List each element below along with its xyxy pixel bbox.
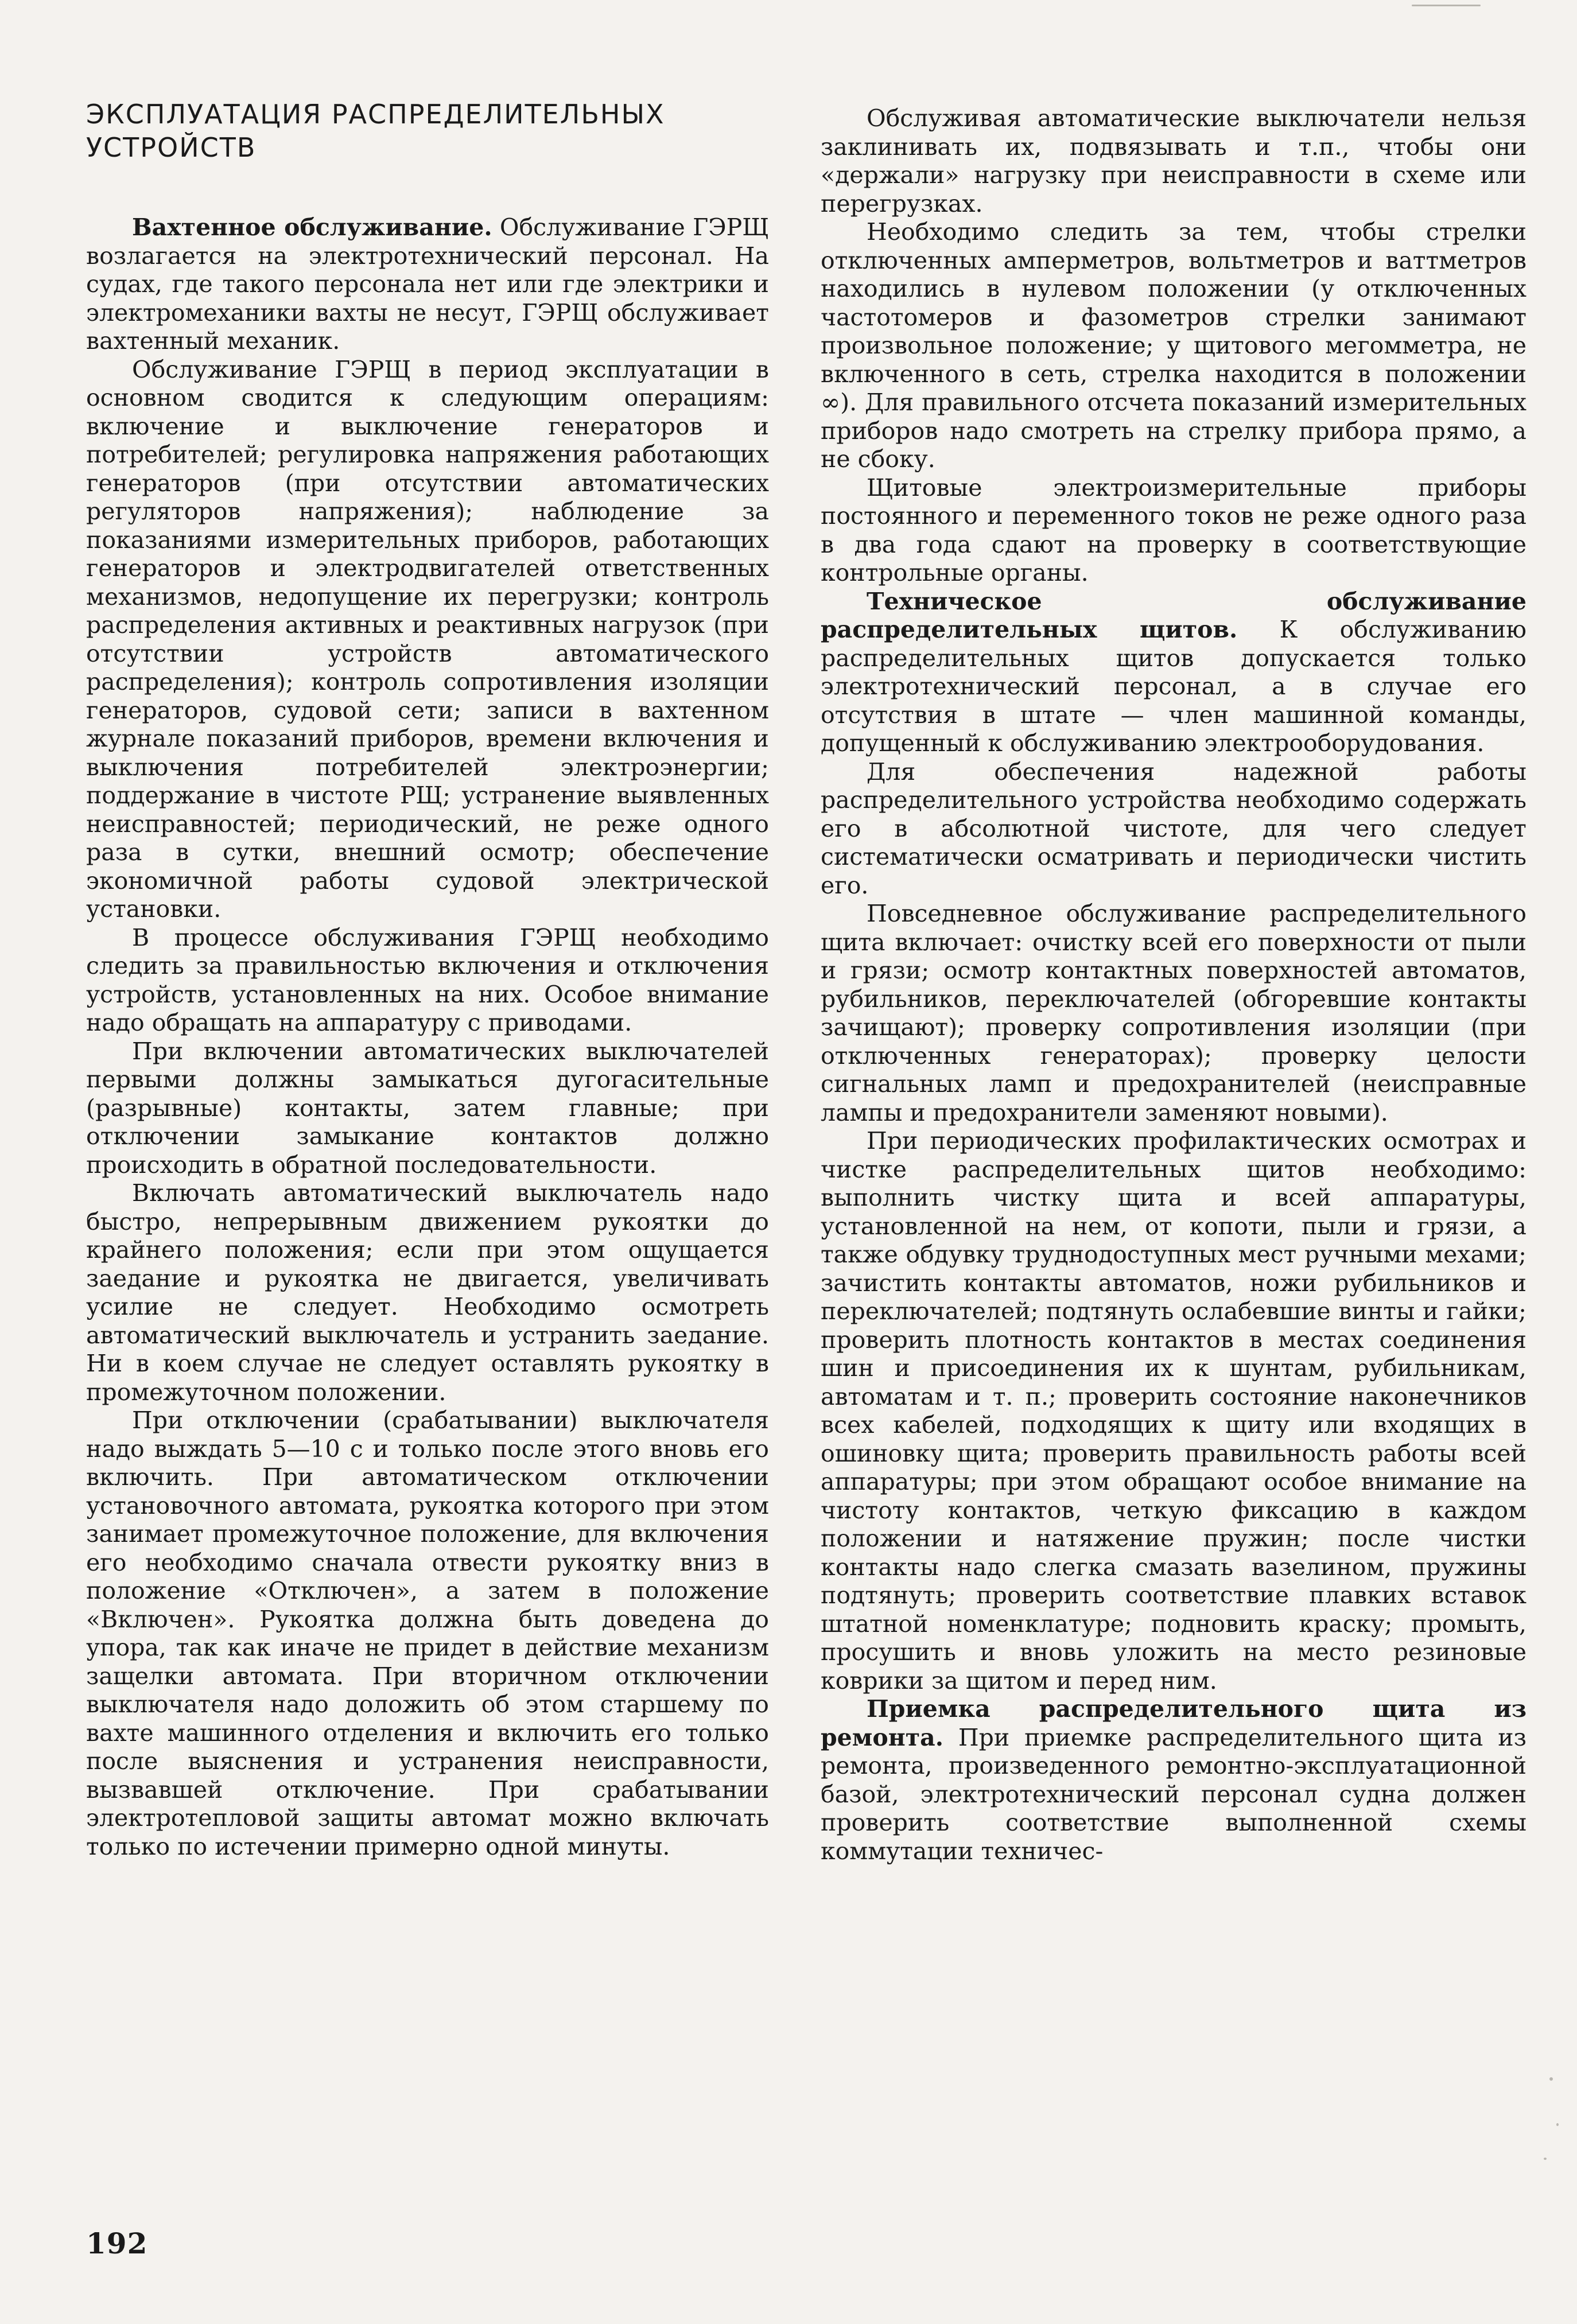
paragraph-watch-service (86, 213, 769, 356)
page-number: 192 (86, 2226, 148, 2260)
right-column (821, 104, 1526, 1866)
left-column (86, 98, 769, 1861)
paragraph: Повседневное обслуживание распределительного щита включает: очистку всей его поверхности от пыли и грязи; осмотр контактных поверхностей автоматов, рубильников, переключателей (обгоревшие контакты зачищают); проверку сопротивления изоляции (при отключенных генераторах); проверку целости сигнальных ламп и предохранителей (неисправные лампы и предохранители заменяют новыми). (821, 900, 1526, 1126)
paragraph: Для обеспечения надежной работы распределительного устройства необходимо содержать его в абсолютной чистоте, для чего следует систематически осматривать и периодически чистить его. (821, 757, 1526, 899)
paragraph-lead: Вахтенное обслуживание. (132, 213, 492, 241)
paragraph-text: При приемке распределительного щита из ремонта, произведенного ремонтно-эксплуатационной базой, электротехнический персонал судна должен проверить соответствие выполненной схемы коммутации техничес- (821, 1723, 1526, 1865)
paragraph-switchboard-maintenance (821, 588, 1526, 758)
paragraph: Обслуживая автоматические выключатели нельзя заклинивать их, подвязывать и т.п., чтобы они «держали» нагрузку при неисправности в схеме или перегрузках. (821, 104, 1526, 217)
paragraph: Обслуживание ГЭРЩ в период эксплуатации в основном сводится к следующим операциям: включение и выключение генераторов и потребителей; регулировка напряжения работающих генераторов (при отсутствии автоматических регуляторов напряжения); наблюдение за показаниями измерительных приборов, работающих генераторов и электродвигателей ответственных механизмов, недопущение их перегрузки; контроль распределения активных и реактивных нагрузок (при отсутствии устройств автоматического распределения); контроль сопротивления изоляции генераторов, судовой сети; записи в вахтенном журнале показаний приборов, времени включения и выключения потребителей электроэнергии; поддержание в чистоте РЩ; устранение выявленных неисправностей; периодический, не реже одного раза в сутки, внешний осмотр; обеспечение экономичной работы судовой электрической установки. (86, 355, 769, 923)
print-speck (1412, 5, 1481, 6)
paragraph: При включении автоматических выключателей первыми должны замыкаться дугогасительные (разрывные) контакты, затем главные; при отключении замыкание контактов должно происходить в обратной последовательности. (86, 1037, 769, 1179)
paragraph-text: Обслуживание ГЭРЩ возлагается на электротехнический персонал. На судах, где такого персонала нет или где электрики и электромеханики вахты не несут, ГЭРЩ обслуживает вахтенный механик. (86, 213, 769, 355)
print-speck (1544, 2158, 1547, 2160)
paragraph: Включать автоматический выключатель надо быстро, непрерывным движением рукоятки до крайнего положения; если при этом ощущается заедание и рукоятка не двигается, увеличивать усилие не следует. Необходимо осмотреть автоматический выключатель и устранить заедание. Ни в коем случае не следует оставлять рукоятку в промежуточном положении. (86, 1179, 769, 1406)
paragraph: В процессе обслуживания ГЭРЩ необходимо следить за правильностью включения и отключения устройств, установленных на них. Особое внимание надо обращать на аппаратуру с приводами. (86, 923, 769, 1036)
paragraph-text: К обслуживанию распределительных щитов допускается только электротехнический персонал, а в случае его отсутствия в штате — член машинной команды, допущенный к обслуживанию электрооборудования. (821, 616, 1526, 757)
paragraph: При периодических профилактических осмотрах и чистке распределительных щитов необходимо: выполнить чистку щита и всей аппаратуры, установленной на нем, от копоти, пыли и грязи, а также обдувку труднодоступных мест ручными мехами; зачистить контакты автоматов, ножи рубильников и переключателей; подтянуть ослабевшие винты и гайки; проверить плотность контактов в местах соединения шин и присоединения их к шунтам, рубильникам, автоматам и т. п.; проверить состояние наконечников всех кабелей, подходящих к щиту или входящих в ошиновку щита; проверить правильность работы всей аппаратуры; при этом обращают особое внимание на чистоту контактов, четкую фиксацию в каждом положении и натяжение пружин; после чистки контакты надо слегка смазать вазелином, пружины подтянуть; проверить соответствие плавких вставок штатной номенклатуре; подновить краску; промыть, просушить и вновь уложить на место резиновые коврики за щитом и перед ним. (821, 1127, 1526, 1695)
paragraph: Необходимо следить за тем, чтобы стрелки отключенных амперметров, вольтметров и ваттметров находились в нулевом положении (у отключенных частотомеров и фазометров стрелки занимают произвольное положение; у щитового мегомметра, не включенного в сеть, стрелка находится в положении ∞). Для правильного отсчета показаний измерительных приборов надо смотреть на стрелку прибора прямо, а не сбоку. (821, 218, 1526, 473)
print-speck (1549, 2077, 1553, 2081)
paragraph: Щитовые электроизмерительные приборы постоянного и переменного токов не реже одного раза в два года сдают на проверку в соответствующие контрольные органы. (821, 473, 1526, 586)
paragraph-lead: Техническое обслуживание распределительных щитов. (821, 587, 1526, 643)
paragraph-acceptance-from-repair (821, 1695, 1526, 1866)
section-heading: ЭКСПЛУАТАЦИЯ РАСПРЕДЕЛИТЕЛЬНЫХ УСТРОЙСТВ (86, 99, 665, 163)
paragraph: При отключении (срабатывании) выключателя надо выждать 5—10 с и только после этого вновь его включить. При автоматическом отключении установочного автомата, рукоятка которого при этом занимает промежуточное положение, для включения его необходимо сначала отвести рукоятку вниз в положение «Отключен», а затем в положение «Включен». Рукоятка должна быть доведена до упора, так как иначе не придет в действие механизм защелки автомата. При вторичном отключении выключателя надо доложить об этом старшему по вахте машинного отделения и включить его только после выяснения и устранения неисправности, вызвавшей отключение. При срабатывании электротепловой защиты автомат можно включать только по истечении примерно одной минуты. (86, 1406, 769, 1860)
print-speck (1556, 2123, 1559, 2126)
paragraph-lead: Приемка распределительного щита из ремонта. (821, 1695, 1526, 1751)
